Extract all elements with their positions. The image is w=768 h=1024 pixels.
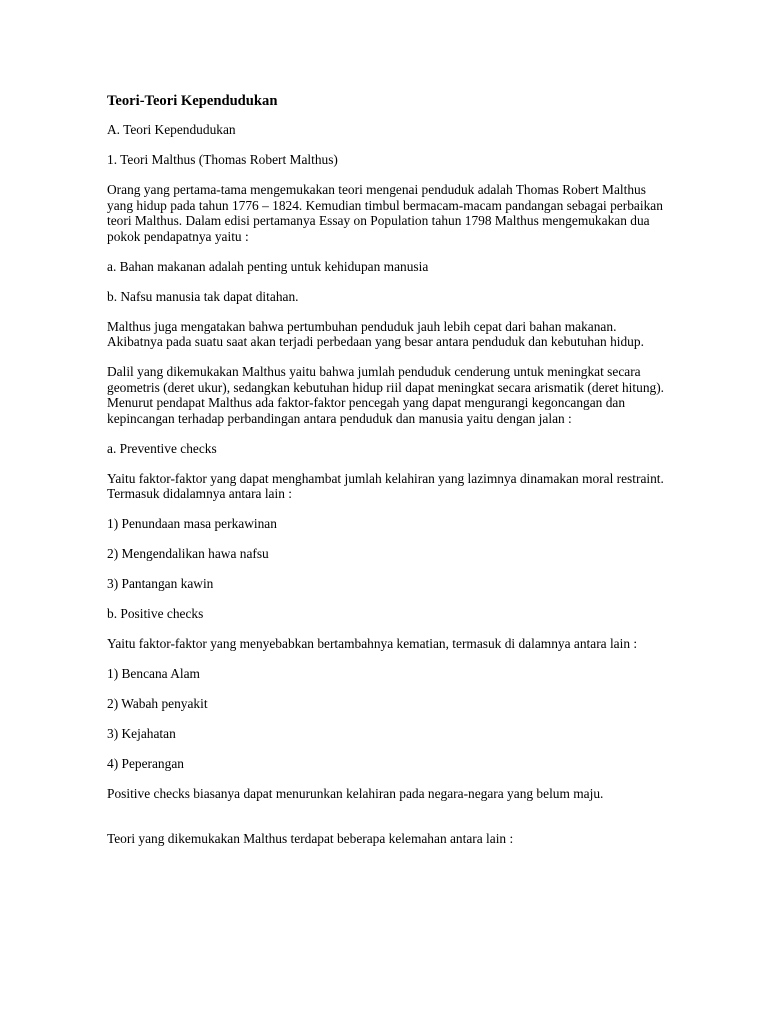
paragraph: Malthus juga mengatakan bahwa pertumbuhan penduduk jauh lebih cepat dari bahan makanan. Akibatnya pada suatu saat akan terjadi perbedaan yang besar antara penduduk dan kebutuhan hidup. xyxy=(107,318,644,349)
paragraph: Orang yang pertama-tama mengemukakan teori mengenai penduduk adalah Thomas Robert Malthus yang hidup pada tahun 1776 – 1824. Kemudian timbul bermacam-macam pandangan sebagai perbaikan teori Malthus. Dalam edisi pertamanya Essay on Population tahun 1798 Malthus mengemukakan dua pokok pendapatnya yaitu : xyxy=(107,182,663,244)
list-heading: b. Positive checks xyxy=(107,606,204,621)
list-item: 3) Kejahatan xyxy=(107,726,176,741)
list-item: a. Bahan makanan adalah penting untuk kehidupan manusia xyxy=(107,258,429,274)
paragraph: Yaitu faktor-faktor yang menyebabkan bertambahnya kematian, termasuk di dalamnya antara lain : xyxy=(107,636,638,651)
list-item: 3) Pantangan kawin xyxy=(107,576,214,591)
document-title: Teori-Teori Kependudukan xyxy=(107,93,278,109)
paragraph: Dalil yang dikemukakan Malthus yaitu bahwa jumlah penduduk cenderung untuk meningkat secara geometris (deret ukur), sedangkan kebutuhan hidup riil dapat meningkat secara arismatik (deret hitung). Menurut pendapat Malthus ada faktor-faktor pencegah yang dapat mengurangi kegoncangan dan kepincangan terhadap perbandingan antara penduduk dan manusia yaitu dengan jalan : xyxy=(107,364,665,426)
list-item: b. Nafsu manusia tak dapat ditahan. xyxy=(107,288,299,304)
paragraph: Yaitu faktor-faktor yang dapat menghambat jumlah kelahiran yang lazimnya dinamakan moral restraint. Termasuk didalamnya antara lain : xyxy=(107,470,664,501)
document-body xyxy=(107,93,667,861)
paragraph: Positive checks biasanya dapat menurunkan kelahiran pada negara-negara yang belum maju. xyxy=(107,786,604,801)
list-item: 2) Wabah penyakit xyxy=(107,696,208,711)
list-item: 1) Penundaan masa perkawinan xyxy=(107,516,277,531)
list-heading: a. Preventive checks xyxy=(107,440,217,456)
subsection-heading: 1. Teori Malthus (Thomas Robert Malthus) xyxy=(107,152,338,167)
list-item: 1) Bencana Alam xyxy=(107,666,200,681)
list-item: 4) Peperangan xyxy=(107,756,184,771)
paragraph: Teori yang dikemukakan Malthus terdapat beberapa kelemahan antara lain : xyxy=(107,830,514,846)
section-heading: A. Teori Kependudukan xyxy=(107,122,236,137)
list-item: 2) Mengendalikan hawa nafsu xyxy=(107,546,269,561)
